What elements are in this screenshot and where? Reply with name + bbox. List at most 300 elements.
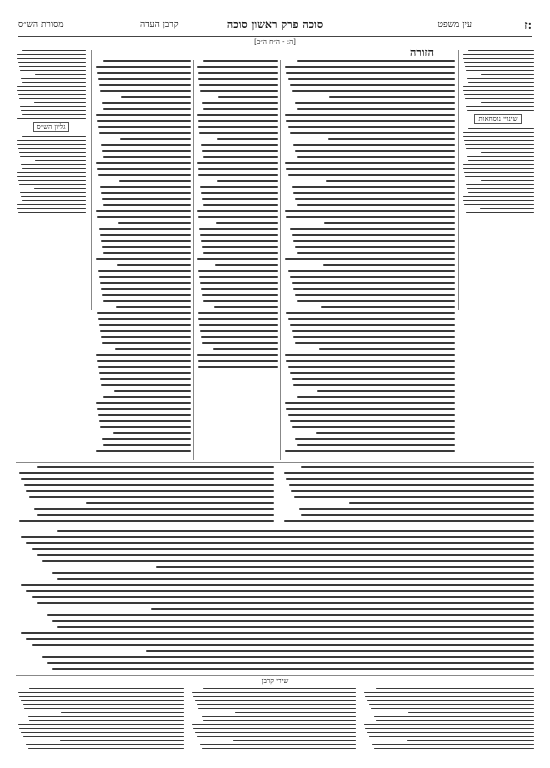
text-line xyxy=(295,102,455,104)
text-line xyxy=(200,744,356,745)
text-line xyxy=(200,234,278,236)
text-line xyxy=(57,626,534,628)
text-line xyxy=(369,704,534,705)
text-line xyxy=(301,466,534,468)
text-line xyxy=(26,542,534,544)
text-line xyxy=(20,156,87,157)
column-divider xyxy=(91,50,92,310)
text-line xyxy=(20,70,87,71)
text-line xyxy=(463,132,534,133)
text-line xyxy=(301,514,534,516)
text-line xyxy=(101,384,191,386)
text-line xyxy=(118,222,191,224)
text-line xyxy=(98,78,191,80)
text-line xyxy=(97,360,191,362)
text-line xyxy=(293,192,455,194)
text-line xyxy=(120,138,191,140)
text-line xyxy=(97,72,191,74)
text-line xyxy=(463,86,534,87)
text-line xyxy=(289,484,534,486)
text-line xyxy=(288,270,455,272)
text-line xyxy=(121,96,191,98)
text-line xyxy=(17,144,86,145)
text-line xyxy=(293,288,455,290)
text-line xyxy=(299,508,534,510)
text-line xyxy=(23,736,184,737)
text-line xyxy=(467,188,534,189)
page-title: סוכה פרק ראשון סוכה xyxy=(226,18,324,31)
text-line xyxy=(60,740,184,741)
text-line xyxy=(22,136,86,137)
text-line xyxy=(466,148,534,149)
text-line xyxy=(463,54,534,55)
text-line xyxy=(290,84,455,86)
mesorat-hashas-text xyxy=(16,50,86,119)
text-line xyxy=(198,708,356,709)
text-line xyxy=(61,712,184,713)
text-line xyxy=(198,174,278,176)
text-line xyxy=(17,208,86,209)
section-rule xyxy=(16,462,534,463)
nuschaot-text xyxy=(462,128,534,213)
text-line xyxy=(369,736,534,737)
text-line xyxy=(317,390,455,392)
text-line xyxy=(198,72,278,74)
text-line xyxy=(26,490,274,492)
right-sidebar-heading: שינויי נוסחאות xyxy=(462,114,534,124)
text-line xyxy=(52,572,534,574)
text-line xyxy=(96,258,191,260)
text-line xyxy=(17,118,86,119)
text-line xyxy=(20,192,86,193)
text-line xyxy=(285,258,455,260)
text-line xyxy=(202,102,278,104)
text-line xyxy=(17,90,86,91)
text-line xyxy=(21,584,534,586)
text-line xyxy=(365,696,534,697)
text-line xyxy=(198,168,278,170)
text-line xyxy=(203,300,278,302)
text-line xyxy=(198,270,278,272)
text-line xyxy=(465,66,534,67)
text-line xyxy=(21,478,274,480)
text-line xyxy=(198,78,278,80)
text-line xyxy=(97,312,191,314)
text-line xyxy=(103,60,191,62)
text-line xyxy=(291,490,534,492)
text-line xyxy=(26,590,534,592)
text-line xyxy=(198,312,278,314)
text-line xyxy=(195,732,356,733)
text-line xyxy=(285,450,455,452)
footer-heading: שירי קרבן xyxy=(261,677,289,685)
text-line xyxy=(19,98,86,99)
text-line xyxy=(293,144,455,146)
text-line xyxy=(101,192,191,194)
text-line xyxy=(326,180,455,182)
text-line xyxy=(198,318,278,320)
footer-col-right xyxy=(362,688,534,752)
text-line xyxy=(464,94,534,95)
text-line xyxy=(19,728,184,729)
text-line xyxy=(371,708,534,709)
text-line xyxy=(101,144,191,146)
text-line xyxy=(28,748,184,749)
text-line xyxy=(290,420,455,422)
text-line xyxy=(463,164,534,165)
text-line xyxy=(465,176,534,177)
text-line xyxy=(197,210,278,212)
text-line xyxy=(466,70,534,71)
text-line xyxy=(293,336,455,338)
text-line xyxy=(288,78,455,80)
text-line xyxy=(26,638,534,640)
text-line xyxy=(290,324,455,326)
text-line xyxy=(17,176,86,177)
text-line xyxy=(466,184,534,185)
text-line xyxy=(202,198,278,200)
text-line xyxy=(218,96,278,98)
text-line xyxy=(463,196,534,197)
column-divider xyxy=(280,60,281,460)
text-line xyxy=(465,144,534,145)
text-line xyxy=(376,720,534,721)
text-line xyxy=(297,108,455,110)
text-line xyxy=(34,188,86,189)
text-line xyxy=(480,208,534,209)
text-line xyxy=(203,60,278,62)
text-line xyxy=(294,496,534,498)
text-line xyxy=(102,438,191,440)
text-line xyxy=(37,514,274,516)
text-line xyxy=(365,728,534,729)
text-line xyxy=(193,696,356,697)
text-line xyxy=(295,246,455,248)
text-line xyxy=(22,168,86,169)
text-line xyxy=(17,140,86,141)
text-line xyxy=(293,240,455,242)
text-line xyxy=(22,82,86,83)
opening-word: הזורה xyxy=(410,46,434,59)
text-line xyxy=(328,138,455,140)
text-line xyxy=(464,62,534,63)
text-line xyxy=(52,620,534,622)
text-line xyxy=(286,120,455,122)
text-line xyxy=(32,644,534,646)
text-line xyxy=(29,720,184,721)
text-line xyxy=(465,98,534,99)
text-line xyxy=(195,700,356,701)
text-line xyxy=(99,276,191,278)
text-line xyxy=(99,372,191,374)
text-line xyxy=(96,354,191,356)
text-line xyxy=(290,228,455,230)
footer-col-left xyxy=(16,688,184,752)
column-divider xyxy=(193,60,194,460)
text-line xyxy=(19,696,184,697)
text-line xyxy=(17,172,86,173)
text-line xyxy=(192,724,356,725)
mesorat-hashas-label: מסורת הש״ס xyxy=(18,20,64,30)
text-line xyxy=(100,378,191,380)
text-line xyxy=(286,408,455,410)
text-line xyxy=(203,252,278,254)
text-line xyxy=(463,58,534,59)
footer-rule xyxy=(16,675,534,676)
text-line xyxy=(284,472,534,474)
text-line xyxy=(463,136,534,137)
text-line xyxy=(297,204,455,206)
text-line xyxy=(99,420,191,422)
text-line xyxy=(57,578,534,580)
text-line xyxy=(100,186,191,188)
text-line xyxy=(18,212,86,213)
text-line xyxy=(292,186,455,188)
korban-haedah-label: קרבן העדה xyxy=(140,20,179,30)
text-line xyxy=(201,192,278,194)
text-line xyxy=(295,198,455,200)
gilyon-hashas-text xyxy=(16,136,86,213)
text-line xyxy=(21,110,86,111)
text-line xyxy=(199,324,278,326)
text-line xyxy=(468,128,534,129)
text-line xyxy=(407,740,534,741)
text-line xyxy=(200,186,278,188)
text-line xyxy=(21,78,86,79)
text-line xyxy=(37,602,534,604)
page-subtitle: [ה: - ה״ח ה״ב] xyxy=(254,38,296,46)
text-line xyxy=(297,252,455,254)
text-line xyxy=(47,662,534,664)
text-line xyxy=(468,192,534,193)
text-line xyxy=(34,508,274,510)
text-line xyxy=(285,354,455,356)
text-line xyxy=(372,744,534,745)
text-line xyxy=(117,264,191,266)
text-line xyxy=(17,204,86,205)
text-line xyxy=(102,198,191,200)
text-line xyxy=(286,72,455,74)
text-line xyxy=(98,366,191,368)
text-line xyxy=(200,90,278,92)
text-line xyxy=(297,60,455,62)
text-line xyxy=(42,560,534,562)
text-line xyxy=(198,216,278,218)
text-line xyxy=(295,342,455,344)
text-line xyxy=(98,414,191,416)
text-line xyxy=(233,740,356,741)
text-line xyxy=(34,102,86,103)
text-line xyxy=(21,732,184,733)
text-line xyxy=(29,688,184,689)
text-line xyxy=(197,354,278,356)
text-line xyxy=(98,174,191,176)
text-line xyxy=(201,240,278,242)
text-line xyxy=(217,180,279,182)
text-line xyxy=(202,294,278,296)
text-line xyxy=(22,114,86,115)
text-line xyxy=(101,240,191,242)
text-line xyxy=(99,228,191,230)
text-line xyxy=(103,156,191,158)
text-line xyxy=(103,108,191,110)
text-line xyxy=(367,732,534,733)
text-line xyxy=(24,708,184,709)
text-line xyxy=(364,692,534,693)
text-line xyxy=(99,324,191,326)
text-line xyxy=(21,632,534,634)
text-line xyxy=(203,156,278,158)
text-line xyxy=(21,196,86,197)
text-line xyxy=(297,396,455,398)
text-line xyxy=(288,126,455,128)
text-line xyxy=(198,366,278,368)
text-line xyxy=(102,246,191,248)
text-line xyxy=(102,102,191,104)
text-line xyxy=(199,132,278,134)
text-line xyxy=(19,184,86,185)
text-line xyxy=(464,140,534,141)
text-line xyxy=(99,132,191,134)
text-line xyxy=(199,276,278,278)
text-line xyxy=(102,342,191,344)
text-line xyxy=(286,360,455,362)
text-line xyxy=(285,114,455,116)
text-line xyxy=(35,160,86,161)
text-line xyxy=(103,204,191,206)
text-line xyxy=(321,306,455,308)
text-line xyxy=(21,164,86,165)
footer-col-center xyxy=(190,688,356,752)
text-line xyxy=(103,444,191,446)
text-line xyxy=(96,66,191,68)
text-line xyxy=(47,614,534,616)
text-line xyxy=(193,728,356,729)
text-line xyxy=(364,724,534,725)
column-divider xyxy=(458,50,459,310)
text-line xyxy=(319,348,455,350)
page-header xyxy=(18,18,532,37)
text-line xyxy=(374,748,534,749)
text-line xyxy=(197,114,278,116)
text-line xyxy=(297,444,455,446)
text-line xyxy=(100,330,191,332)
text-line xyxy=(376,688,534,689)
text-line xyxy=(26,744,184,745)
text-line xyxy=(97,120,191,122)
text-line xyxy=(19,66,86,67)
text-line xyxy=(86,502,274,504)
text-line xyxy=(464,204,534,205)
text-line xyxy=(235,712,356,713)
text-line xyxy=(292,330,455,332)
text-line xyxy=(349,502,534,504)
text-line xyxy=(467,156,534,157)
text-line xyxy=(214,306,278,308)
text-line xyxy=(285,402,455,404)
text-line xyxy=(285,162,455,164)
text-line xyxy=(286,168,455,170)
text-line xyxy=(199,84,278,86)
text-line xyxy=(216,222,278,224)
text-line xyxy=(290,132,455,134)
text-line xyxy=(96,210,191,212)
text-line xyxy=(151,608,534,610)
lower-commentary-right xyxy=(281,466,534,528)
text-line xyxy=(285,66,455,68)
text-line xyxy=(113,432,191,434)
text-line xyxy=(481,180,534,181)
text-line xyxy=(202,716,356,717)
text-line xyxy=(18,724,184,725)
text-line xyxy=(37,466,274,468)
text-line xyxy=(96,450,191,452)
text-line xyxy=(202,748,356,749)
text-line xyxy=(103,396,191,398)
text-line xyxy=(115,348,191,350)
text-line xyxy=(215,264,278,266)
text-line xyxy=(24,484,274,486)
text-line xyxy=(197,736,356,737)
text-line xyxy=(146,650,535,652)
text-line xyxy=(286,478,534,480)
text-line xyxy=(103,300,191,302)
text-line xyxy=(100,282,191,284)
text-line xyxy=(17,58,86,59)
text-line xyxy=(203,204,278,206)
text-line xyxy=(202,246,278,248)
text-line xyxy=(466,212,534,213)
lower-commentary-full xyxy=(16,530,534,674)
text-line xyxy=(156,566,534,568)
text-line xyxy=(96,114,191,116)
text-line xyxy=(101,336,191,338)
text-line xyxy=(42,656,534,658)
ein-mishpat-label: עין משפט xyxy=(437,20,472,30)
text-line xyxy=(197,258,278,260)
text-line xyxy=(290,276,455,278)
text-line xyxy=(197,66,278,68)
text-line xyxy=(97,168,191,170)
text-line xyxy=(98,270,191,272)
text-line xyxy=(467,110,534,111)
page-number: ז: xyxy=(524,18,532,32)
text-line xyxy=(213,348,278,350)
text-line xyxy=(20,106,86,107)
text-line xyxy=(21,700,184,701)
text-line xyxy=(22,200,86,201)
text-line xyxy=(100,90,191,92)
text-line xyxy=(18,692,184,693)
main-text-center xyxy=(196,60,278,380)
text-line xyxy=(102,294,191,296)
text-line xyxy=(57,530,534,532)
text-line xyxy=(463,90,534,91)
text-line xyxy=(292,90,455,92)
text-line xyxy=(198,120,278,122)
text-line xyxy=(481,102,534,103)
text-line xyxy=(18,148,86,149)
text-line xyxy=(292,282,455,284)
text-line xyxy=(295,294,455,296)
text-line xyxy=(288,174,455,176)
text-line xyxy=(116,306,191,308)
text-line xyxy=(201,144,278,146)
text-line xyxy=(468,160,534,161)
text-line xyxy=(18,94,86,95)
text-line xyxy=(200,282,278,284)
text-line xyxy=(99,84,191,86)
